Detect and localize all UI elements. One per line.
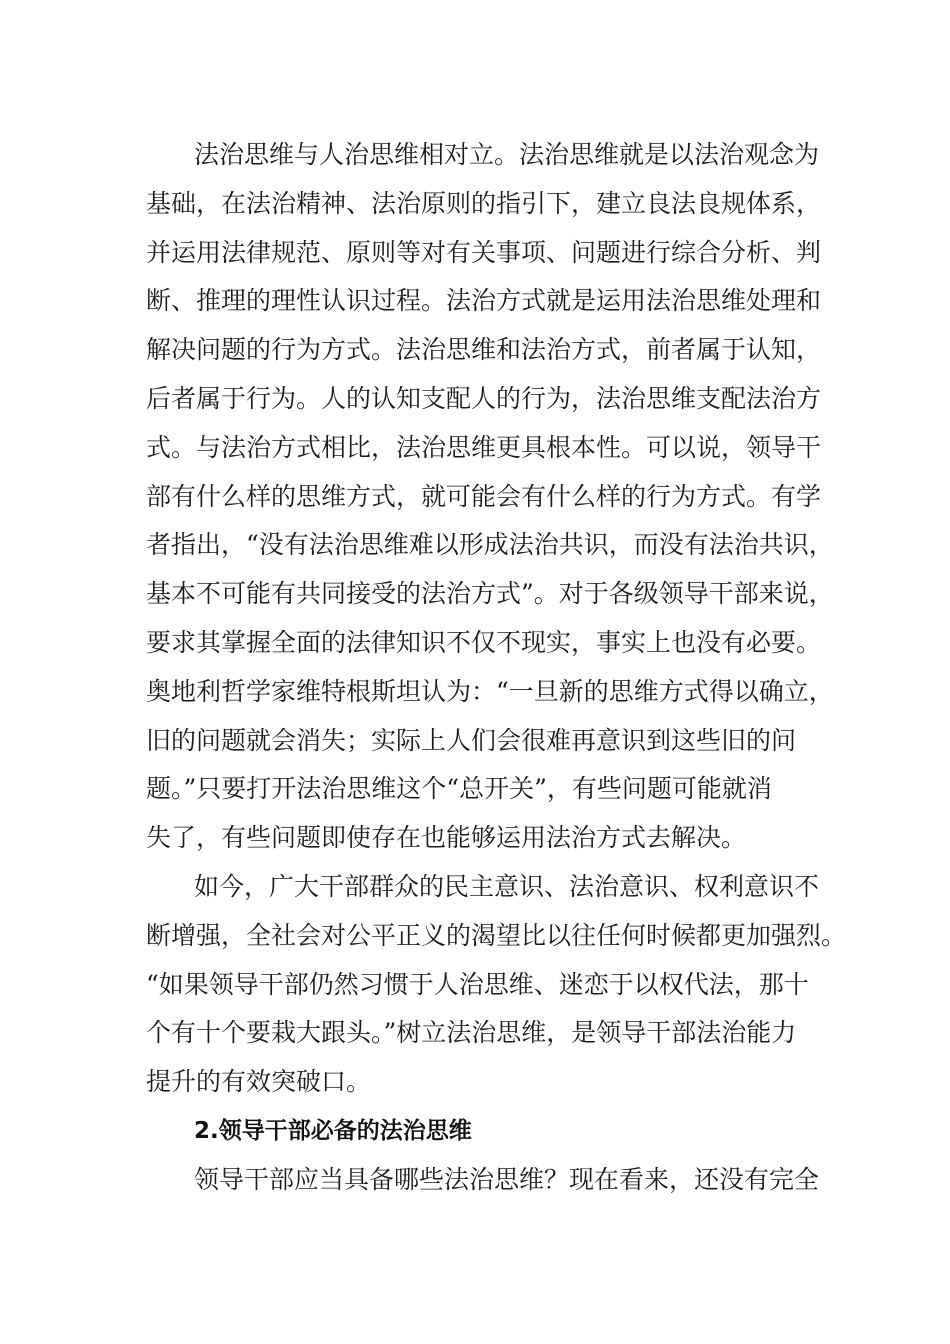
text-line: “如果领导干部仍然习惯于人治思维、迷恋于以权代法，那十 — [146, 969, 809, 999]
text-line: 后者属于行为。人的认知支配人的行为，法治思维支配法治方 — [146, 383, 822, 413]
paragraph-3 — [146, 1156, 826, 1205]
text-line: 部有什么样的思维方式，就可能会有什么样的行为方式。有学 — [146, 481, 822, 511]
text-line: 题。”只要打开法治思维这个“总开关”，有些问题可能就消 — [146, 774, 772, 804]
text-line: 要求其掌握全面的法律知识不仅不现实，事实上也没有必要。 — [146, 627, 822, 657]
text-line: 者指出，“没有法治思维难以形成法治共识，而没有法治共识， — [146, 530, 834, 560]
text-line: 失了，有些问题即使存在也能够运用法治方式去解决。 — [146, 823, 747, 853]
text-line: 式。与法治方式相比，法治思维更具根本性。可以说，领导干 — [146, 432, 822, 462]
text-line: 奥地利哲学家维特根斯坦认为：“一旦新的思维方式得以确立， — [146, 676, 834, 706]
text-line: 断、推理的理性认识过程。法治方式就是运用法治思维处理和 — [146, 286, 822, 316]
text-line: 提升的有效突破口。 — [146, 1067, 372, 1097]
document-body — [146, 131, 847, 1205]
text-line: 领导干部应当具备哪些法治思维？现在看来，还没有完全 — [194, 1164, 820, 1194]
paragraph-1 — [146, 131, 834, 863]
text-line: 解决问题的行为方式。法治思维和法治方式，前者属于认知， — [146, 335, 822, 365]
text-line: 断增强，全社会对公平正义的渴望比以往任何时候都更加强烈。 — [146, 920, 847, 950]
text-line: 旧的问题就会消失；实际上人们会很难再意识到这些旧的问 — [146, 725, 797, 755]
text-line: 基础，在法治精神、法治原则的指引下，建立良法良规体系， — [146, 188, 822, 218]
section-heading: 2.领导干部必备的法治思维 — [194, 1117, 472, 1144]
text-line: 法治思维与人治思维相对立。法治思维就是以法治观念为 — [194, 140, 820, 169]
text-line: 并运用法律规范、原则等对有关事项、问题进行综合分析、判 — [146, 237, 822, 267]
text-line: 如今，广大干部群众的民主意识、法治意识、权利意识不 — [194, 871, 820, 901]
text-line: 个有十个要栽大跟头。”树立法治思维，是领导干部法治能力 — [146, 1018, 797, 1048]
paragraph-2 — [146, 863, 847, 1107]
text-line: 基本不可能有共同接受的法治方式”。对于各级领导干部来说， — [146, 579, 834, 609]
